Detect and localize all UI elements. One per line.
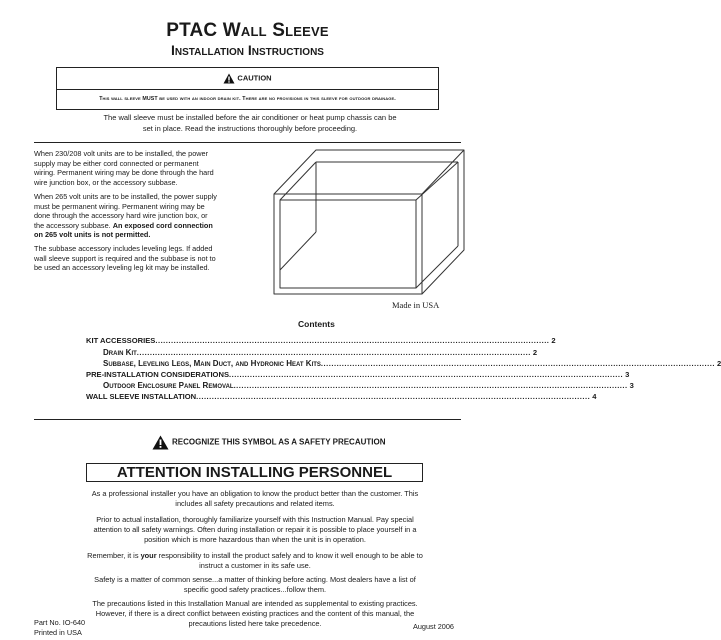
attention-banner: ATTENTION INSTALLING PERSONNEL xyxy=(86,463,423,482)
subbase-paragraph: The subbase accessory includes leveling legs. If added wall sleeve support is required and the subbase is not to be used an accessory leveling leg kit may be installed. xyxy=(34,244,216,273)
caution-label: CAUTION xyxy=(237,73,272,83)
page-subtitle: Installation Instructions xyxy=(171,42,324,58)
toc-entry-drain-kit[interactable]: Drain Kit ....................................................................................................................................................... 2 xyxy=(103,348,538,357)
wiring-265v-paragraph: When 265 volt units are to be installed, the power supply must be permanent wiring. Permanent wiring may be done through the accessory hard wire junction box, or the accessory subbase. An exposed cord connection on 265 volt units is not permitted. xyxy=(34,192,217,240)
warning-icon xyxy=(152,435,169,450)
made-in-label: Made in USA xyxy=(392,300,440,310)
footer-part-info xyxy=(34,618,85,637)
body-paragraph-3: Remember, it is your responsibility to install the product safely and to know it well enough to be able to instruct a customer in its safe use. xyxy=(87,551,423,570)
toc-entry-kit-accessories[interactable]: KIT ACCESSORIES ....................................................................................................................................................... 2 xyxy=(86,336,556,345)
contents-heading: Contents xyxy=(298,319,335,329)
body-paragraph-5: The precautions listed in this Installation Manual are intended as supplemental to existing practices. However, if there is a direct conflict between existing practices and the content of this manual, the precautions listed here take precedence. xyxy=(92,599,418,628)
body-paragraph-2: Prior to actual installation, thoroughly familiarize yourself with this Instruction Manual. Pay special attention to all safety warnings. Often during installation or repair it is possible to place yourself in a position which is more hazardous than when the unit is in operation. xyxy=(93,515,417,544)
toc-entry-subbase-kits[interactable]: Subbase, Leveling Legs, Main Duct, and Hydronic Heat Kits ....................................................................................................................................................... 2 xyxy=(103,359,721,368)
wiring-230v-paragraph: When 230/208 volt units are to be installed, the power supply may be either cord connected or permanent wiring. Permanent wiring may be done through the hard wire junction box, or the accessory subbase. xyxy=(34,149,214,187)
footer-date: August 2006 xyxy=(413,622,454,631)
printed-in: Printed in USA xyxy=(34,627,82,637)
caution-box xyxy=(56,67,439,110)
toc-entry-panel-removal[interactable]: Outdoor Enclosure Panel Removal ....................................................................................................................................................... 3 xyxy=(103,381,634,390)
warning-icon xyxy=(223,73,235,84)
wall-sleeve-illustration xyxy=(270,146,470,298)
toc-entry-pre-installation[interactable]: PRE-INSTALLATION CONSIDERATIONS ....................................................................................................................................................... 3 xyxy=(86,370,630,379)
page-title: PTAC Wall Sleeve xyxy=(166,20,329,41)
section-divider xyxy=(34,142,461,143)
part-number: Part No. IO-640 xyxy=(34,618,86,627)
toc-entry-wall-sleeve-installation[interactable]: WALL SLEEVE INSTALLATION ....................................................................................................................................................... 4 xyxy=(86,392,597,401)
section-divider xyxy=(34,419,461,420)
body-paragraph-1: As a professional installer you have an obligation to know the product better than the customer. This includes all safety precautions and related items. xyxy=(91,489,419,508)
body-paragraph-4: Safety is a matter of common sense...a matter of thinking before acting. Most dealers have a list of specific good safety practices...follow them. xyxy=(94,575,416,594)
intro-paragraph: The wall sleeve must be installed before the air conditioner or heat pump chassis can be set in place. Read the instructions thoroughly before proceeding. xyxy=(103,113,397,133)
safety-symbol-notice: RECOGNIZE THIS SYMBOL AS A SAFETY PRECAUTION xyxy=(152,435,386,450)
caution-text: This wall sleeve MUST be used with an indoor drain kit. There are no provisions in this sleeve for outdoor drainage. xyxy=(99,96,396,102)
caution-divider xyxy=(57,89,438,90)
